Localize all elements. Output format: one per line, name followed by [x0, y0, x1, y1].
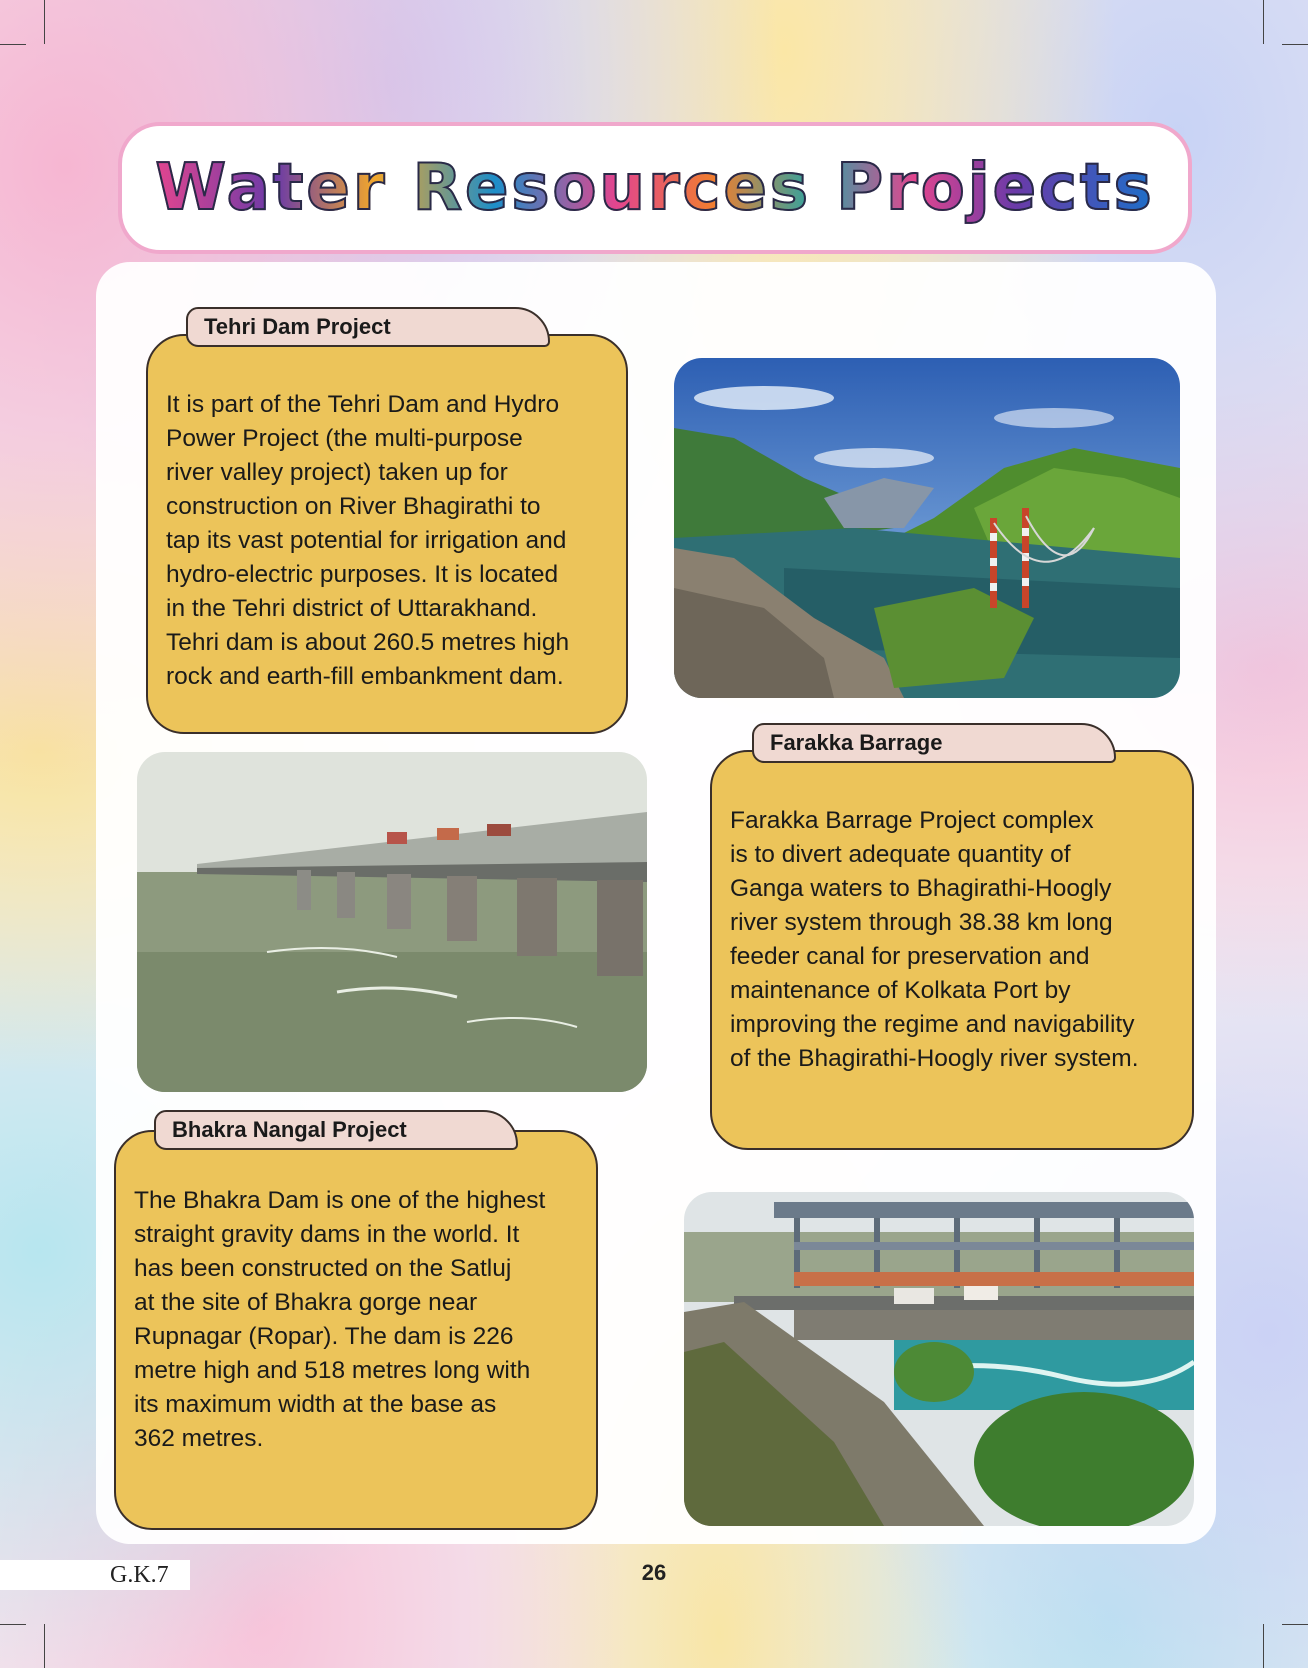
text-line: tap its vast potential for irrigation and: [166, 527, 567, 554]
text-line: straight gravity dams in the world. It: [134, 1221, 520, 1248]
text-line: is to divert adequate quantity of: [730, 841, 1071, 868]
section-heading-tehri: Tehri Dam Project: [186, 307, 550, 347]
bhakra-nangal-photo: [684, 1192, 1194, 1526]
crop-mark: [0, 44, 26, 45]
text-line: Tehri dam is about 260.5 metres high: [166, 629, 570, 656]
text-line: The Bhakra Dam is one of the highest: [134, 1187, 546, 1214]
crop-mark: [1263, 1624, 1264, 1668]
crop-mark: [44, 0, 45, 44]
text-line: of the Bhagirathi-Hoogly river system.: [730, 1045, 1139, 1072]
text-line: hydro-electric purposes. It is located: [166, 561, 559, 588]
text-line: river system through 38.38 km long: [730, 909, 1113, 936]
text-line: river valley project) taken up for: [166, 459, 508, 486]
text-line: has been constructed on the Satluj: [134, 1255, 512, 1282]
text-line: improving the regime and navigability: [730, 1011, 1135, 1038]
info-card-tehri: [146, 334, 628, 734]
info-card-bhakra: [114, 1130, 598, 1530]
text-line: at the site of Bhakra gorge near: [134, 1289, 478, 1316]
page-title: Water Resources Projects: [155, 151, 1155, 225]
text-line: feeder canal for preservation and: [730, 943, 1090, 970]
text-line: It is part of the Tehri Dam and Hydro: [166, 391, 560, 418]
text-line: maintenance of Kolkata Port by: [730, 977, 1071, 1004]
text-line: Rupnagar (Ropar). The dam is 226: [134, 1323, 514, 1350]
bhakra-text: [134, 1184, 545, 1456]
text-line: 362 metres.: [134, 1425, 264, 1452]
crop-mark: [1282, 44, 1308, 45]
text-line: its maximum width at the base as: [134, 1391, 497, 1418]
page-number: 26: [641, 1560, 667, 1585]
book-code: G.K.7: [0, 1560, 190, 1590]
tehri-text: [166, 388, 569, 694]
text-line: construction on River Bhagirathi to: [166, 493, 541, 520]
section-heading-bhakra: Bhakra Nangal Project: [154, 1110, 518, 1150]
title-banner: [118, 122, 1192, 254]
text-line: Ganga waters to Bhagirathi-Hoogly: [730, 875, 1112, 902]
farakka-text: [730, 804, 1139, 1076]
text-line: Farakka Barrage Project complex: [730, 807, 1094, 834]
text-line: in the Tehri district of Uttarakhand.: [166, 595, 538, 622]
crop-mark: [1282, 1624, 1308, 1625]
crop-mark: [0, 1624, 26, 1625]
text-line: Power Project (the multi-purpose: [166, 425, 523, 452]
crop-mark: [44, 1624, 45, 1668]
farakka-barrage-photo: [137, 752, 647, 1092]
info-card-farakka: [710, 750, 1194, 1150]
crop-mark: [1263, 0, 1264, 44]
text-line: rock and earth-fill embankment dam.: [166, 663, 564, 690]
tehri-dam-photo: [674, 358, 1180, 698]
section-heading-farakka: Farakka Barrage: [752, 723, 1116, 763]
text-line: metre high and 518 metres long with: [134, 1357, 531, 1384]
